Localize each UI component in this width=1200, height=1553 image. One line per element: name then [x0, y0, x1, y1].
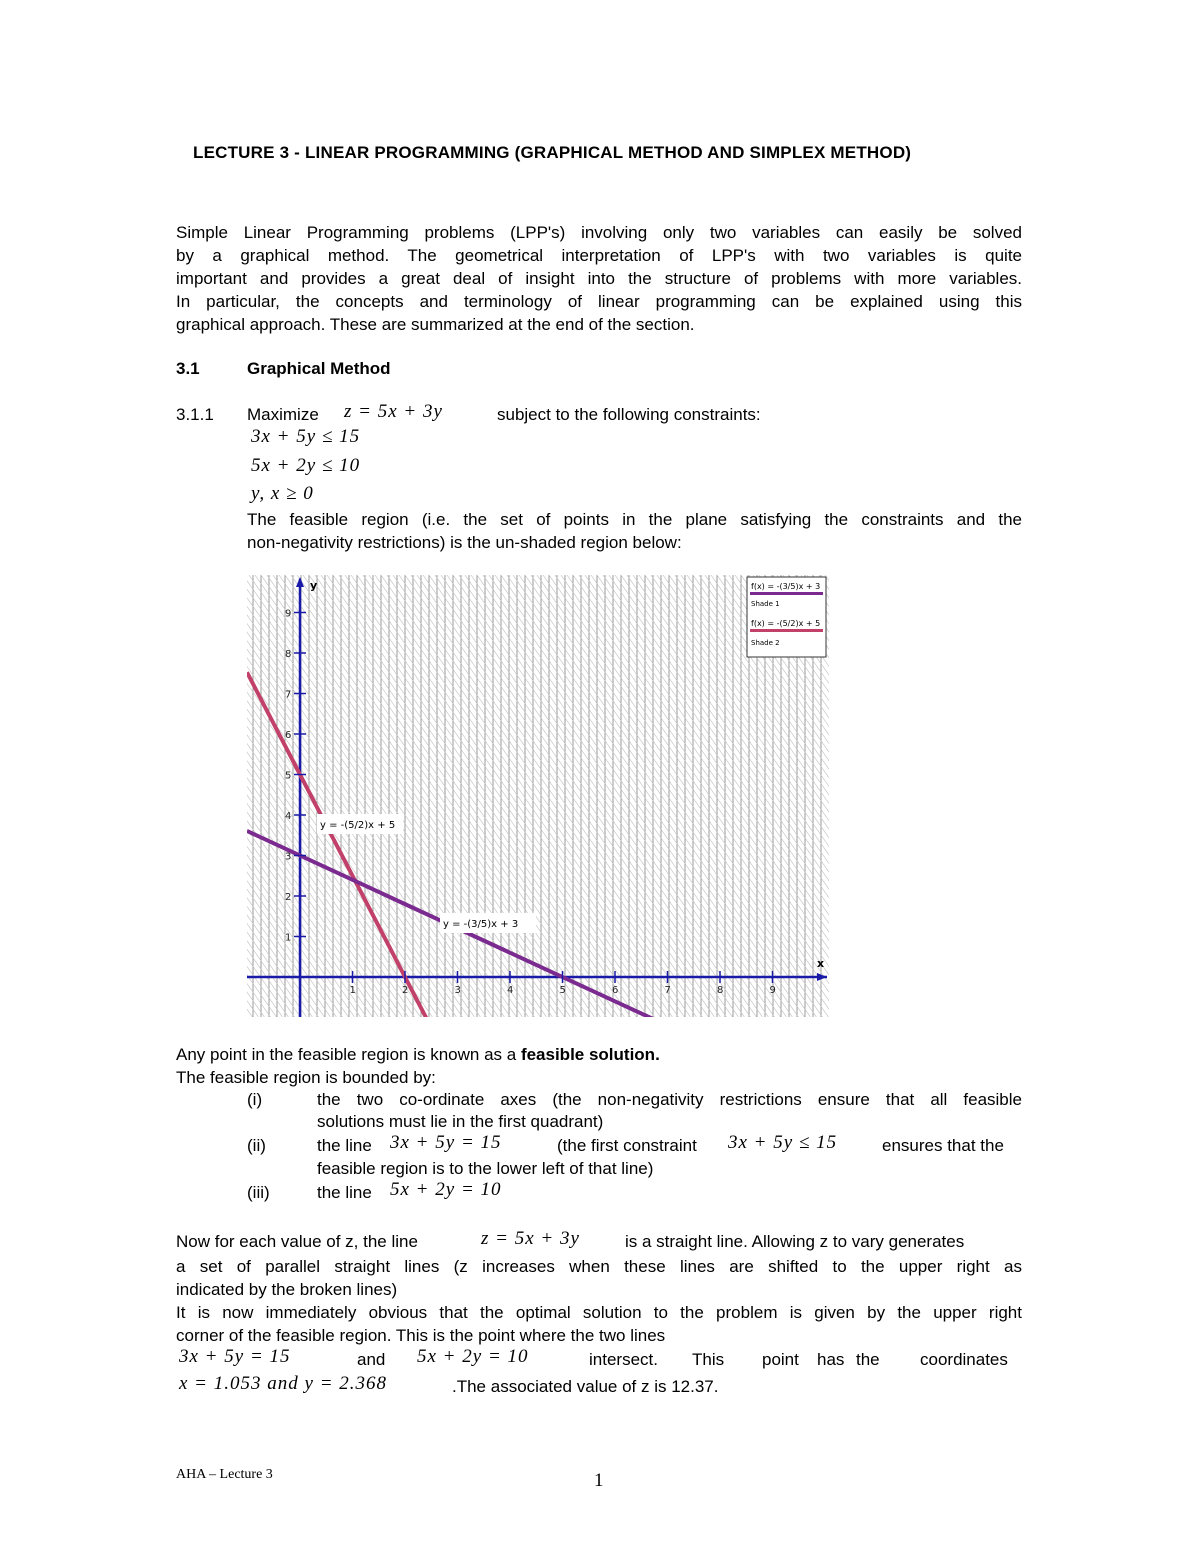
feasible-text-line: non-negativity restrictions) is the un-shaded region below: [247, 533, 682, 552]
x-tick-label: 4 [507, 985, 514, 996]
item-text: solutions must lie in the first quadrant) [317, 1112, 604, 1131]
optimal-equation-1: 3x + 5y = 15 [179, 1346, 291, 1367]
item-number: (ii) [247, 1136, 266, 1155]
item-equation: 5x + 2y = 10 [390, 1179, 502, 1200]
feasible-solution-term: feasible solution. [520, 1045, 660, 1064]
constraint-1: 3x + 5y ≤ 15 [251, 426, 361, 447]
legend-entry: Shade 2 [751, 639, 780, 647]
graph-svg [247, 575, 829, 1017]
optimal-text-word: intersect. [589, 1350, 658, 1369]
item-text: the line [317, 1183, 372, 1202]
z-equation: z = 5x + 3y [481, 1228, 580, 1249]
section-title: Graphical Method [247, 359, 391, 378]
x-tick-label: 8 [717, 985, 724, 996]
x-tick-label: 2 [402, 985, 409, 996]
legend-entry: f(x) = -(3/5)x + 3 [751, 582, 821, 591]
y-axis-label: y [310, 579, 318, 592]
legend-entry: Shade 1 [751, 600, 780, 608]
z-line-text: is a straight line. Allowing z to vary generates [625, 1232, 965, 1251]
page-title: LECTURE 3 - LINEAR PROGRAMMING (GRAPHICAL METHOD AND SIMPLEX METHOD) [193, 143, 912, 162]
intro-line: important and provides a great deal of insight into the structure of problems with more variables. [176, 269, 1022, 288]
optimal-text-word: the [856, 1350, 880, 1369]
bounded-by-text: The feasible region is bounded by: [176, 1068, 436, 1087]
x-tick-label: 7 [664, 985, 671, 996]
legend-entry: f(x) = -(5/2)x + 5 [751, 619, 821, 628]
x-tick-label: 9 [769, 985, 776, 996]
legend-swatch-line2 [750, 592, 823, 595]
intro-line: In particular, the concepts and terminology of linear programming can be explained using this [176, 292, 1022, 311]
optimal-text: It is now immediately obvious that the optimal solution to the problem is given by the upper right [176, 1303, 1022, 1322]
problem-lead: Maximize [247, 405, 319, 424]
item-text: the line [317, 1136, 372, 1155]
y-tick-label: 7 [285, 689, 292, 701]
intro-paragraph [176, 222, 1022, 337]
section-number: 3.1 [176, 359, 200, 378]
problem-tail: subject to the following constraints: [497, 405, 761, 424]
constraint-3: y, x ≥ 0 [251, 483, 314, 504]
optimal-text-word: This [692, 1350, 725, 1369]
intro-line: graphical approach. These are summarized at the end of the section. [176, 315, 695, 334]
item-number: (i) [247, 1090, 263, 1109]
objective-function: z = 5x + 3y [344, 401, 443, 422]
item-text: the two co-ordinate axes (the non-negativity restrictions ensure that all feasible [317, 1090, 1022, 1109]
y-tick-label: 1 [285, 932, 292, 944]
line2-label: y = -(3/5)x + 3 [443, 919, 519, 930]
x-tick-label: 6 [612, 985, 619, 996]
z-line-text: indicated by the broken lines) [176, 1280, 398, 1299]
y-tick-label: 4 [285, 811, 292, 822]
item-number: (iii) [247, 1183, 270, 1202]
optimal-text-word: coordinates [920, 1350, 1008, 1369]
footer-label: AHA – Lecture 3 [176, 1467, 273, 1482]
feasible-solution-sentence [176, 1044, 660, 1066]
z-line-text: Now for each value of z, the line [176, 1232, 418, 1251]
feasible-region-graph [247, 575, 829, 1017]
line1-label: y = -(5/2)x + 5 [320, 820, 396, 831]
item-text: (the first constraint [557, 1136, 697, 1155]
optimal-text-word: point [762, 1350, 799, 1369]
problem-number: 3.1.1 [176, 405, 214, 424]
optimal-z-value: .The associated value of z is 12.37. [452, 1377, 719, 1396]
optimal-and: and [357, 1350, 386, 1369]
x-axis-label: x [817, 957, 825, 970]
y-tick-label: 8 [285, 649, 292, 660]
feasible-text-line: The feasible region (i.e. the set of points in the plane satisfying the constraints and the [247, 510, 1022, 529]
x-tick-label: 5 [559, 985, 566, 996]
intro-line: Simple Linear Programming problems (LPP's) involving only two variables can easily be solved [176, 223, 1022, 242]
graph-background [247, 575, 829, 1017]
constraint-2: 5x + 2y ≤ 10 [251, 455, 361, 476]
intro-line: by a graphical method. The geometrical interpretation of LPP's with two variables is quite [176, 246, 1022, 265]
item-text: feasible region is to the lower left of that line) [317, 1159, 654, 1178]
optimal-text: corner of the feasible region. This is the point where the two lines [176, 1326, 666, 1345]
legend-swatch-line1 [750, 629, 823, 632]
item-equation: 3x + 5y = 15 [390, 1132, 502, 1153]
z-line-text: a set of parallel straight lines (z increases when these lines are shifted to the upper right as [176, 1257, 1022, 1276]
y-tick-label: 2 [285, 892, 292, 903]
x-tick-label: 1 [349, 985, 356, 996]
optimal-equation-2: 5x + 2y = 10 [417, 1346, 529, 1367]
y-tick-label: 5 [285, 770, 292, 782]
graph-legend [747, 577, 826, 657]
y-tick-label: 3 [285, 851, 292, 863]
y-tick-label: 6 [285, 730, 292, 741]
item-text: ensures that the [882, 1136, 1004, 1155]
optimal-text-word: has [817, 1350, 845, 1369]
item-equation: 3x + 5y ≤ 15 [728, 1132, 838, 1153]
x-tick-label: 3 [454, 985, 461, 996]
feasible-solution-lead: Any point in the feasible region is known as a [176, 1045, 521, 1064]
y-tick-label: 9 [285, 608, 292, 620]
optimal-coordinates: x = 1.053 and y = 2.368 [179, 1373, 388, 1394]
page-number: 1 [594, 1470, 604, 1491]
